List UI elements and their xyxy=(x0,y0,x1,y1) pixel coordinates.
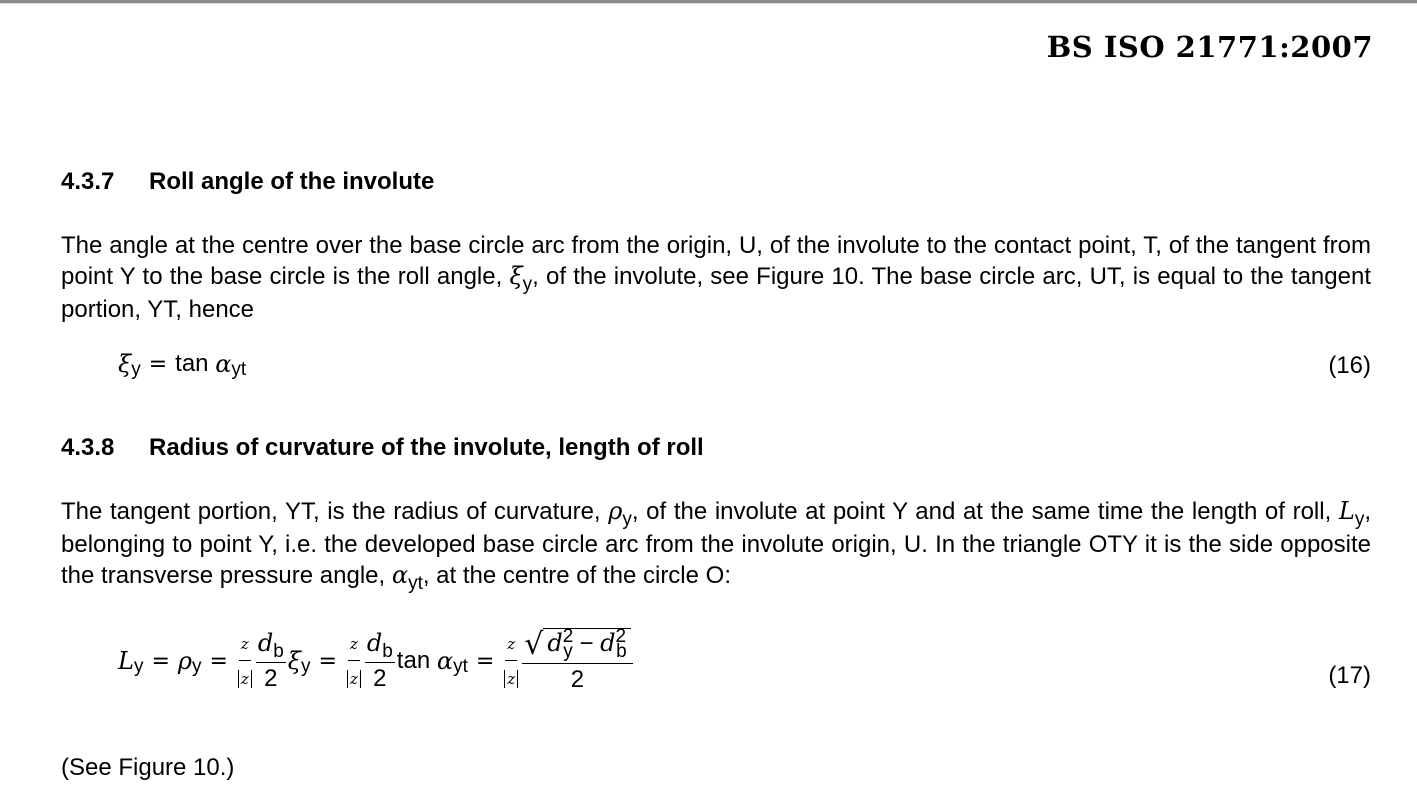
equation-number-16: (16) xyxy=(1328,352,1371,379)
z-symbol: z xyxy=(348,630,360,661)
fraction-db-over-2 xyxy=(365,629,395,693)
subscript: b xyxy=(616,641,627,662)
section-title: Radius of curvature of the involute, length of roll xyxy=(149,434,704,461)
text: , at the centre of the circle O: xyxy=(422,562,731,589)
subscript: yt xyxy=(453,656,468,677)
subscript: y xyxy=(622,509,632,530)
fraction-db-over-2 xyxy=(256,629,286,693)
minus-sign: − xyxy=(579,630,594,657)
abs-z: z xyxy=(504,670,518,688)
subscript: y xyxy=(1354,509,1365,530)
abs-z: z xyxy=(238,670,252,688)
square-root xyxy=(524,628,630,660)
subscript: y xyxy=(522,274,533,295)
alpha-symbol: α xyxy=(215,350,232,378)
equation-16 xyxy=(118,350,246,378)
equals-sign: = xyxy=(475,648,495,674)
d-symbol: d xyxy=(600,629,616,657)
section-heading-4-3-7 xyxy=(61,168,434,196)
denominator-2: 2 xyxy=(373,665,387,692)
d-symbol: d xyxy=(257,629,274,657)
subscript: y xyxy=(131,359,141,380)
top-border-shadow xyxy=(0,3,1417,4)
text: , of the involute, see Figure 10. The base circle arc, UT, is equal to the tangent portion, YT, hence xyxy=(61,263,1371,323)
paragraph-radius-of-curvature xyxy=(61,496,1371,593)
section-title: Roll angle of the involute xyxy=(149,168,435,195)
subscript: yt xyxy=(231,359,247,380)
subscript: y xyxy=(301,656,311,677)
L-symbol: L xyxy=(1338,497,1355,525)
denominator-2: 2 xyxy=(570,666,585,693)
fraction-z-over-abs-z xyxy=(504,630,518,693)
z-symbol: z xyxy=(505,630,517,661)
fraction-sqrt-over-2 xyxy=(522,628,632,694)
superscript: 2 xyxy=(562,626,574,647)
text: , belonging to point Y, i.e. the developed base circle arc from the involute origin, U. In the triangle OTY it is the side opposite the transverse pressure angle, xyxy=(61,498,1372,589)
rho-symbol: ρ xyxy=(608,497,623,525)
tan-function: tan xyxy=(175,350,209,377)
equation-17 xyxy=(118,628,635,694)
equals-sign: = xyxy=(318,648,337,674)
alpha-symbol: α xyxy=(391,561,409,589)
xi-symbol: ξ xyxy=(287,647,301,675)
superscript: 2 xyxy=(615,626,627,647)
z-symbol: z xyxy=(239,630,251,661)
section-number: 4.3.7 xyxy=(61,168,115,195)
d-symbol: d xyxy=(366,629,383,657)
subscript: b xyxy=(382,641,393,662)
fraction-z-over-abs-z xyxy=(347,630,361,693)
subscript: b xyxy=(273,641,284,662)
xi-symbol: ξ xyxy=(509,262,523,290)
paragraph-roll-angle xyxy=(61,230,1371,325)
text: The angle at the centre over the base circle arc from the origin, U, of the involute to the contact point, T, of the tangent from point Y to the base circle is the roll angle, xyxy=(61,232,1371,290)
standard-id: BS ISO 21771:2007 xyxy=(1046,30,1373,64)
section-heading-4-3-8 xyxy=(61,434,704,462)
equals-sign: = xyxy=(151,648,170,674)
subscript: y xyxy=(133,656,144,677)
text: The tangent portion, YT, is the radius of curvature, xyxy=(61,498,609,525)
subscript: y xyxy=(191,656,202,677)
equals-sign: = xyxy=(148,351,168,377)
subscript: y xyxy=(563,641,573,662)
xi-symbol: ξ xyxy=(118,350,132,378)
L-symbol: L xyxy=(118,647,134,675)
tan-function: tan xyxy=(396,647,431,674)
fraction-z-over-abs-z xyxy=(238,630,252,693)
rho-symbol: ρ xyxy=(177,647,192,675)
abs-z: z xyxy=(347,670,361,688)
equation-number-17: (17) xyxy=(1328,662,1371,689)
text: , of the involute at point Y and at the same time the length of roll, xyxy=(631,498,1339,525)
radical-sign: √ xyxy=(524,627,544,662)
alpha-symbol: α xyxy=(436,647,454,675)
figure-reference: (See Figure 10.) xyxy=(61,754,235,781)
section-number: 4.3.8 xyxy=(61,434,115,461)
subscript: yt xyxy=(408,573,423,594)
d-symbol: d xyxy=(547,629,563,657)
equals-sign: = xyxy=(209,648,228,674)
denominator-2: 2 xyxy=(264,665,278,692)
